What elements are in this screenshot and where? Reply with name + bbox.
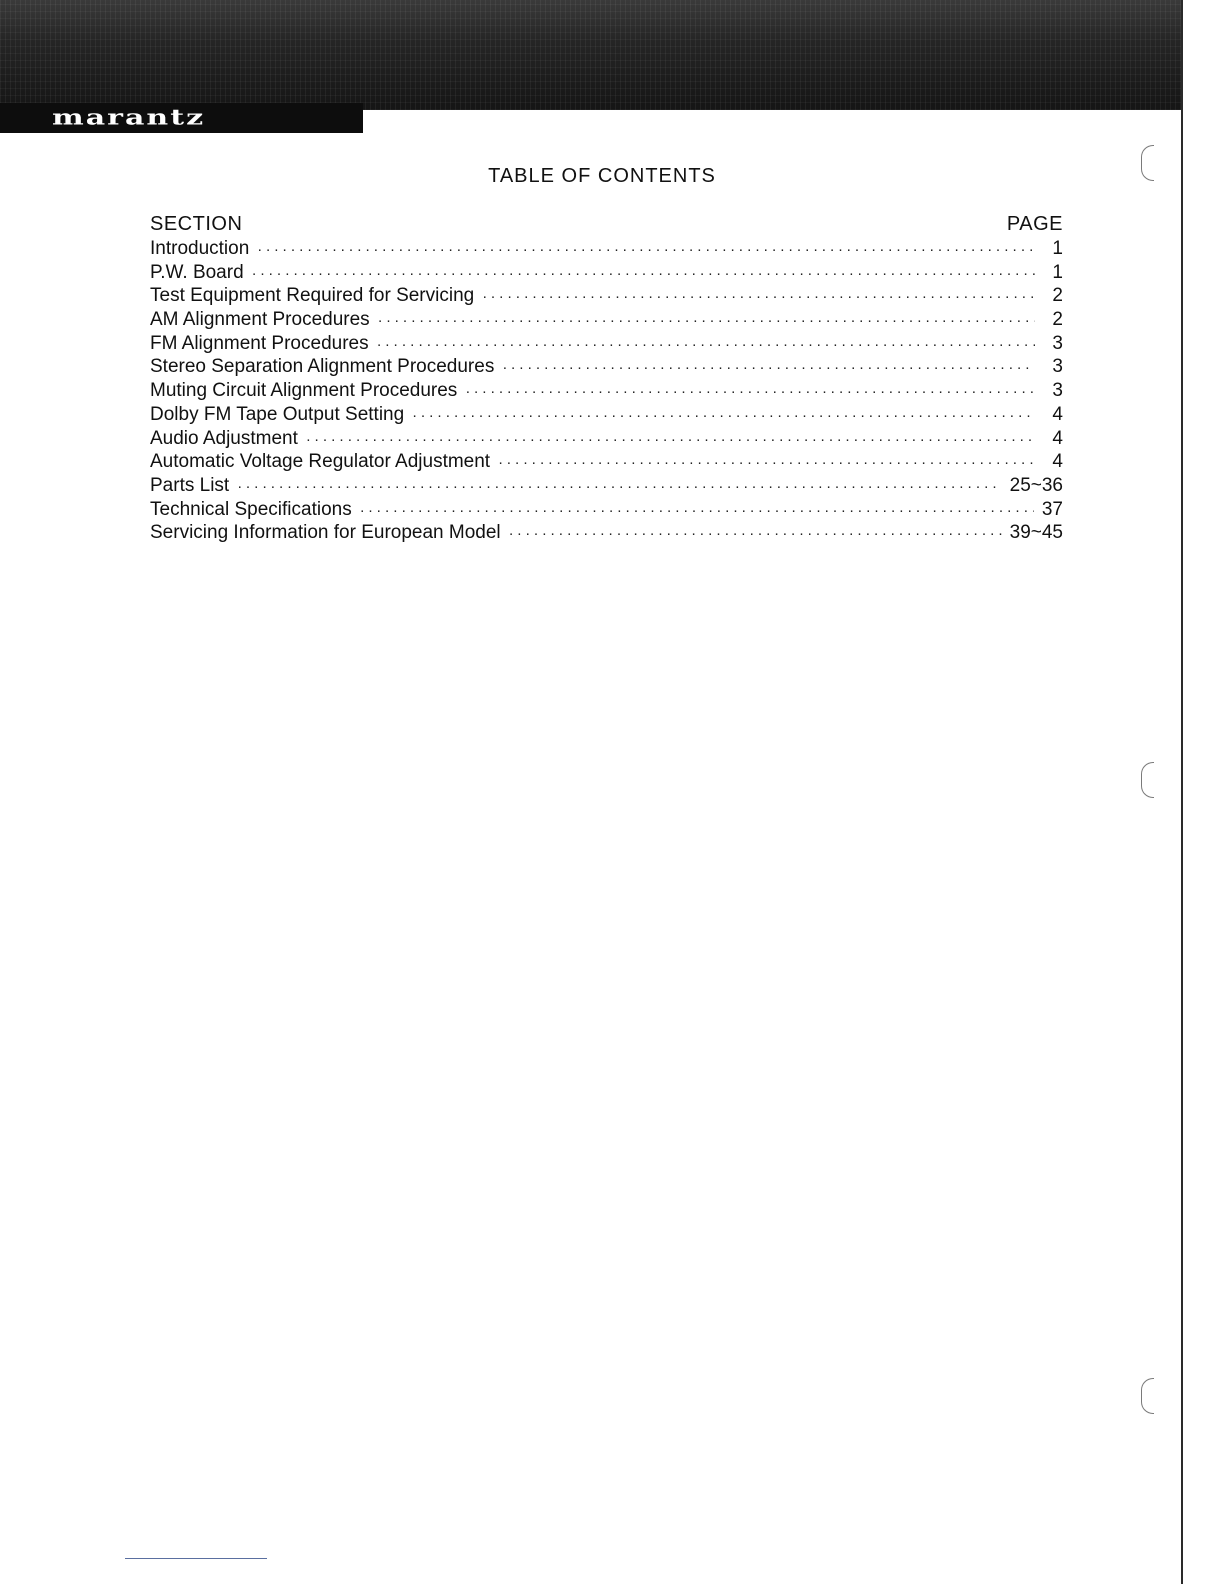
toc-header-row xyxy=(150,211,1063,237)
brand-logo-text: marantz xyxy=(52,105,206,131)
brand-logo xyxy=(0,103,363,133)
dot-leader xyxy=(502,356,1035,380)
toc-entry[interactable] xyxy=(150,450,1063,474)
toc-entry-label: P.W. Board xyxy=(150,261,244,283)
toc-entry-page: 4 xyxy=(1052,427,1063,449)
dot-leader xyxy=(465,380,1035,404)
footer-rule xyxy=(125,1558,267,1559)
toc-entry-label: Stereo Separation Alignment Procedures xyxy=(150,356,495,378)
toc-entry-page: 2 xyxy=(1052,285,1063,307)
toc-entry-page: 1 xyxy=(1052,261,1063,283)
dot-leader xyxy=(482,285,1035,309)
toc-entry-label: Technical Specifications xyxy=(150,498,352,520)
toc-entry[interactable] xyxy=(150,403,1063,427)
toc-entry[interactable] xyxy=(150,284,1063,308)
toc-entry-page: 1 xyxy=(1052,238,1063,259)
toc-entry-label: Muting Circuit Alignment Procedures xyxy=(150,380,458,402)
toc-entry-page: 2 xyxy=(1052,309,1063,331)
toc-entry[interactable] xyxy=(150,261,1063,285)
dot-leader xyxy=(509,522,1002,546)
toc-entry-page: 25~36 xyxy=(1009,474,1063,496)
toc-entry[interactable] xyxy=(150,521,1063,545)
toc-entry[interactable] xyxy=(150,379,1063,403)
toc-entry-page: 3 xyxy=(1052,380,1063,402)
toc-section-header: SECTION xyxy=(150,213,243,235)
toc-entry[interactable] xyxy=(150,332,1063,356)
toc-entry-page: 4 xyxy=(1052,403,1063,425)
toc-entry-page: 39~45 xyxy=(1009,522,1063,544)
toc-entry-label: Parts List xyxy=(150,474,230,496)
punch-hole-mark-bottom xyxy=(1141,1378,1154,1414)
toc-entry-label: Automatic Voltage Regulator Adjustment xyxy=(150,451,491,473)
toc-entry-page: 37 xyxy=(1041,498,1063,520)
table-of-contents xyxy=(150,211,1063,545)
page-edge xyxy=(1181,0,1183,1584)
header-band xyxy=(0,0,1182,110)
dot-leader xyxy=(412,404,1035,428)
dot-leader xyxy=(237,475,1001,499)
toc-entry-label: Introduction xyxy=(150,238,250,259)
dot-leader xyxy=(360,499,1034,523)
toc-entry-label: AM Alignment Procedures xyxy=(150,309,370,331)
toc-entry-page: 3 xyxy=(1052,332,1063,354)
toc-entry[interactable] xyxy=(150,237,1063,261)
toc-entry-label: Dolby FM Tape Output Setting xyxy=(150,403,405,425)
dot-leader xyxy=(306,428,1035,452)
toc-entry-page: 4 xyxy=(1052,451,1063,473)
dot-leader xyxy=(257,238,1035,262)
toc-entry[interactable] xyxy=(150,355,1063,379)
dot-leader xyxy=(498,451,1035,475)
toc-entry[interactable] xyxy=(150,498,1063,522)
dot-leader xyxy=(378,309,1035,333)
toc-entry-label: Test Equipment Required for Servicing xyxy=(150,285,475,307)
toc-entry-page: 3 xyxy=(1052,356,1063,378)
toc-entry-label: Audio Adjustment xyxy=(150,427,298,449)
toc-entry[interactable] xyxy=(150,474,1063,498)
toc-entry-label: FM Alignment Procedures xyxy=(150,332,369,354)
page-title: TABLE OF CONTENTS xyxy=(488,165,716,187)
dot-leader xyxy=(377,333,1035,357)
punch-hole-mark-middle xyxy=(1141,762,1154,798)
toc-entry-label: Servicing Information for European Model xyxy=(150,522,501,544)
dot-leader xyxy=(252,262,1035,286)
toc-entry[interactable] xyxy=(150,427,1063,451)
toc-entry[interactable] xyxy=(150,308,1063,332)
toc-page-header: PAGE xyxy=(1006,213,1063,235)
